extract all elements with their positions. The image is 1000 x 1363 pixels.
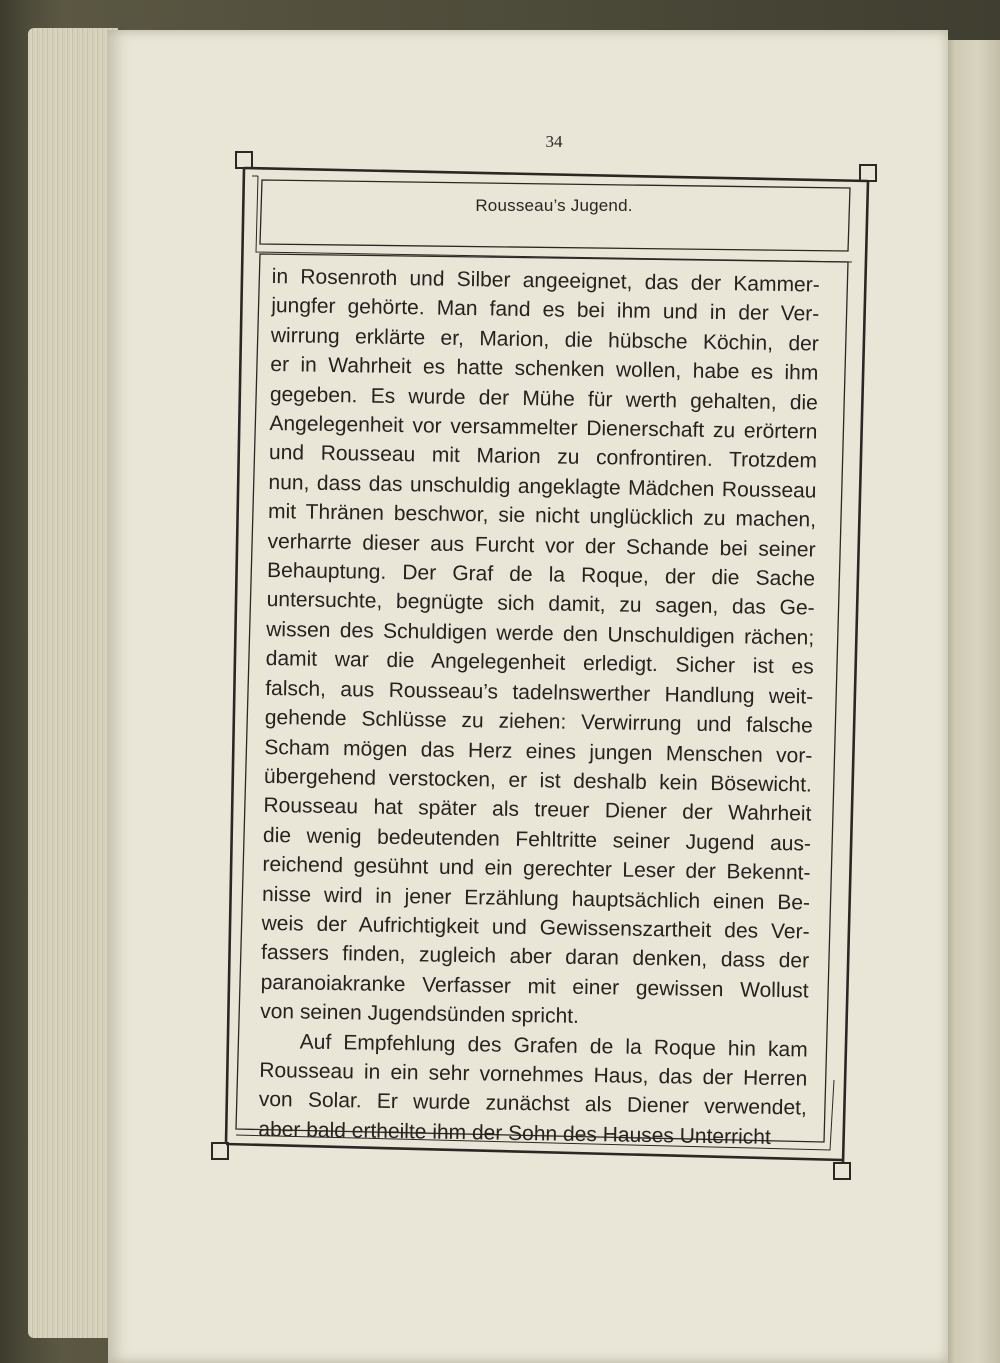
body-text: [258, 262, 820, 1153]
text-line: die wenig bedeutenden Fehltritte seiner Jugend aus-: [262, 823, 812, 856]
text-line: wissen des Schuldigen werde den Unschuldigen rächen;: [266, 617, 815, 650]
text-line: von seinen Jugendsünden spricht.: [260, 1000, 580, 1029]
text-line: untersuchte, begnügte sich damit, zu sagen, das Ge-: [266, 588, 815, 621]
corner-square-top-left: [236, 152, 252, 168]
running-head: Rousseau’s Jugend.: [475, 196, 633, 215]
text-line: in Rosenroth und Silber angeeignet, das der Kammer-: [271, 264, 820, 297]
text-line: von Solar. Er wurde zunächst als Diener verwendet,: [258, 1088, 807, 1120]
page-number: 34: [545, 132, 563, 151]
text-line: Angelegenheit vor versammelter Dienerschaft zu erörtern: [269, 412, 818, 444]
text-line: reichend gesühnt und ein gerechter Leser der Bekennt-: [262, 853, 811, 885]
corner-square-bottom-left: [212, 1143, 228, 1159]
text-line: jungfer gehörte. Man fand es bei ihm und in der Ver-: [271, 294, 820, 327]
text-line: aber bald ertheilte ihm der Sohn des Hauses Unterricht: [258, 1117, 771, 1149]
corner-square-bottom-right: [834, 1163, 850, 1179]
corner-square-top-right: [860, 165, 876, 181]
text-line: verharrte dieser aus Furcht vor der Schande bei seiner: [267, 529, 816, 562]
header-shadow-lines: [252, 176, 852, 262]
text-line: Scham mögen das Herz eines jungen Menschen vor-: [264, 735, 813, 768]
text-line: nun, dass das unschuldig angeklagte Mädchen Rousseau: [268, 470, 817, 503]
text-line: falsch, aus Rousseau’s tadelnswerther Handlung weit-: [265, 676, 814, 709]
text-line: nisse wird in jener Erzählung hauptsächlich einen Be-: [261, 882, 811, 915]
text-line: wirrung erklärte er, Marion, die hübsche Köchin, der: [270, 323, 819, 356]
text-line: fassers finden, zugleich aber daran denken, dass der: [260, 941, 810, 973]
text-line: er in Wahrheit es hatte schenken wollen, habe es ihm: [270, 353, 819, 385]
text-line: Behauptung. Der Graf de la Roque, der die Sache: [266, 559, 816, 591]
text-line: damit war die Angelegenheit erledigt. Sicher ist es: [265, 647, 814, 679]
text-line: und Rousseau mit Marion zu confrontiren. Trotzdem: [268, 441, 818, 474]
text-line: gehende Schlüsse zu ziehen: Verwirrung und falsche: [264, 706, 813, 738]
text-line: paranoiakranke Verfasser mit einer gewissen Wollust: [260, 970, 809, 1003]
text-line: übergehend verstocken, er ist deshalb kein Bösewicht.: [263, 764, 813, 797]
text-line: mit Thränen beschwor, sie nicht unglücklich zu machen,: [267, 500, 817, 532]
text-line: Rousseau in ein sehr vornehmes Haus, das der Herren: [259, 1058, 808, 1091]
text-line: Auf Empfehlung des Grafen de la Roque hin kam: [299, 1030, 808, 1062]
text-line: Rousseau hat später als treuer Diener der Wahrheit: [263, 794, 812, 826]
text-line: weis der Aufrichtigkeit und Gewissenszartheit des Ver-: [261, 911, 810, 944]
text-line: gegeben. Es wurde der Mühe für werth gehalten, die: [269, 382, 819, 415]
